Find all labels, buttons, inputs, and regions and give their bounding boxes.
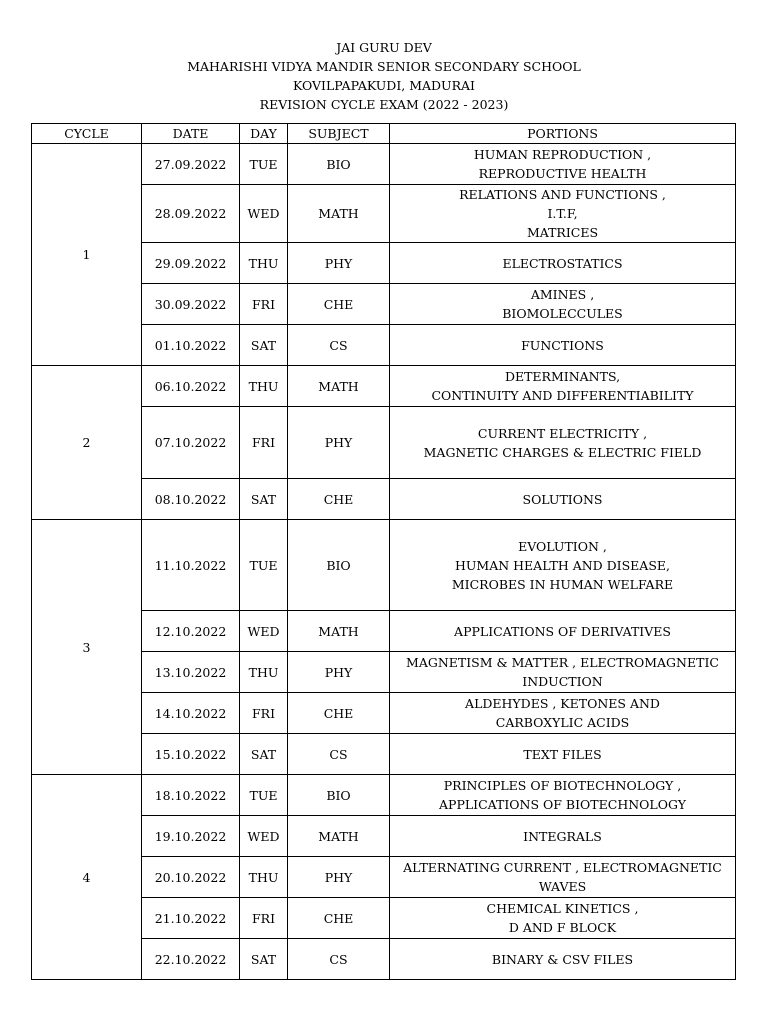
date-cell: 18.10.2022: [142, 775, 240, 816]
portions-cell: HUMAN REPRODUCTION , REPRODUCTIVE HEALTH: [390, 144, 736, 185]
portions-cell: DETERMINANTS, CONTINUITY AND DIFFERENTIABILITY: [390, 366, 736, 407]
portions-cell: BINARY & CSV FILES: [390, 939, 736, 980]
subject-cell: BIO: [288, 144, 390, 185]
portions-cell: CURRENT ELECTRICITY , MAGNETIC CHARGES & ELECTRIC FIELD: [390, 407, 736, 479]
header-motto: JAI GURU DEV: [336, 40, 432, 55]
column-header-day: DAY: [240, 124, 288, 144]
cycle-number-cell: 1: [32, 144, 142, 366]
subject-cell: CS: [288, 734, 390, 775]
portions-cell: AMINES , BIOMOLECCULES: [390, 284, 736, 325]
date-cell: 08.10.2022: [142, 479, 240, 520]
subject-cell: CHE: [288, 284, 390, 325]
day-cell: WED: [240, 185, 288, 243]
day-cell: THU: [240, 652, 288, 693]
day-cell: TUE: [240, 144, 288, 185]
table-row: [32, 366, 736, 407]
day-cell: SAT: [240, 939, 288, 980]
portions-cell: APPLICATIONS OF DERIVATIVES: [390, 611, 736, 652]
day-cell: TUE: [240, 775, 288, 816]
day-cell: FRI: [240, 284, 288, 325]
subject-cell: CHE: [288, 693, 390, 734]
subject-cell: BIO: [288, 520, 390, 611]
portions-cell: RELATIONS AND FUNCTIONS , I.T.F, MATRICES: [390, 185, 736, 243]
table-row: [32, 144, 736, 185]
portions-cell: PRINCIPLES OF BIOTECHNOLOGY , APPLICATIONS OF BIOTECHNOLOGY: [390, 775, 736, 816]
portions-cell: EVOLUTION , HUMAN HEALTH AND DISEASE, MICROBES IN HUMAN WELFARE: [390, 520, 736, 611]
subject-cell: PHY: [288, 857, 390, 898]
day-cell: SAT: [240, 734, 288, 775]
subject-cell: BIO: [288, 775, 390, 816]
day-cell: SAT: [240, 325, 288, 366]
date-cell: 20.10.2022: [142, 857, 240, 898]
column-header-cycle: CYCLE: [32, 124, 142, 144]
portions-cell: SOLUTIONS: [390, 479, 736, 520]
subject-cell: CS: [288, 325, 390, 366]
table-row: [32, 775, 736, 816]
date-cell: 22.10.2022: [142, 939, 240, 980]
day-cell: THU: [240, 243, 288, 284]
day-cell: FRI: [240, 407, 288, 479]
column-header-portions: PORTIONS: [390, 124, 736, 144]
day-cell: WED: [240, 816, 288, 857]
school-name: MAHARISHI VIDYA MANDIR SENIOR SECONDARY SCHOOL: [187, 59, 581, 74]
date-cell: 19.10.2022: [142, 816, 240, 857]
column-header-date: DATE: [142, 124, 240, 144]
subject-cell: CHE: [288, 479, 390, 520]
subject-cell: CS: [288, 939, 390, 980]
subject-cell: PHY: [288, 243, 390, 284]
day-cell: THU: [240, 857, 288, 898]
portions-cell: CHEMICAL KINETICS , D AND F BLOCK: [390, 898, 736, 939]
subject-cell: CHE: [288, 898, 390, 939]
school-location: KOVILPAPAKUDI, MADURAI: [293, 78, 475, 93]
date-cell: 01.10.2022: [142, 325, 240, 366]
portions-cell: ALTERNATING CURRENT , ELECTROMAGNETIC WAVES: [390, 857, 736, 898]
portions-cell: INTEGRALS: [390, 816, 736, 857]
date-cell: 06.10.2022: [142, 366, 240, 407]
day-cell: SAT: [240, 479, 288, 520]
subject-cell: PHY: [288, 652, 390, 693]
table-row: [32, 520, 736, 611]
day-cell: FRI: [240, 898, 288, 939]
exam-schedule-table: [31, 123, 736, 980]
exam-title: REVISION CYCLE EXAM (2022 - 2023): [259, 97, 509, 112]
date-cell: 14.10.2022: [142, 693, 240, 734]
cycle-number-cell: 3: [32, 520, 142, 775]
date-cell: 12.10.2022: [142, 611, 240, 652]
subject-cell: MATH: [288, 816, 390, 857]
portions-cell: FUNCTIONS: [390, 325, 736, 366]
date-cell: 27.09.2022: [142, 144, 240, 185]
portions-cell: MAGNETISM & MATTER , ELECTROMAGNETIC INDUCTION: [390, 652, 736, 693]
schedule-body: [32, 144, 736, 980]
date-cell: 29.09.2022: [142, 243, 240, 284]
subject-cell: PHY: [288, 407, 390, 479]
date-cell: 21.10.2022: [142, 898, 240, 939]
portions-cell: ELECTROSTATICS: [390, 243, 736, 284]
day-cell: TUE: [240, 520, 288, 611]
portions-cell: ALDEHYDES , KETONES AND CARBOXYLIC ACIDS: [390, 693, 736, 734]
date-cell: 30.09.2022: [142, 284, 240, 325]
date-cell: 15.10.2022: [142, 734, 240, 775]
day-cell: THU: [240, 366, 288, 407]
date-cell: 28.09.2022: [142, 185, 240, 243]
day-cell: FRI: [240, 693, 288, 734]
subject-cell: MATH: [288, 185, 390, 243]
subject-cell: MATH: [288, 366, 390, 407]
column-header-subject: SUBJECT: [288, 124, 390, 144]
date-cell: 07.10.2022: [142, 407, 240, 479]
table-header-row: [32, 124, 736, 144]
day-cell: WED: [240, 611, 288, 652]
cycle-number-cell: 2: [32, 366, 142, 520]
document-header: [0, 38, 768, 114]
date-cell: 13.10.2022: [142, 652, 240, 693]
cycle-number-cell: 4: [32, 775, 142, 980]
date-cell: 11.10.2022: [142, 520, 240, 611]
subject-cell: MATH: [288, 611, 390, 652]
portions-cell: TEXT FILES: [390, 734, 736, 775]
